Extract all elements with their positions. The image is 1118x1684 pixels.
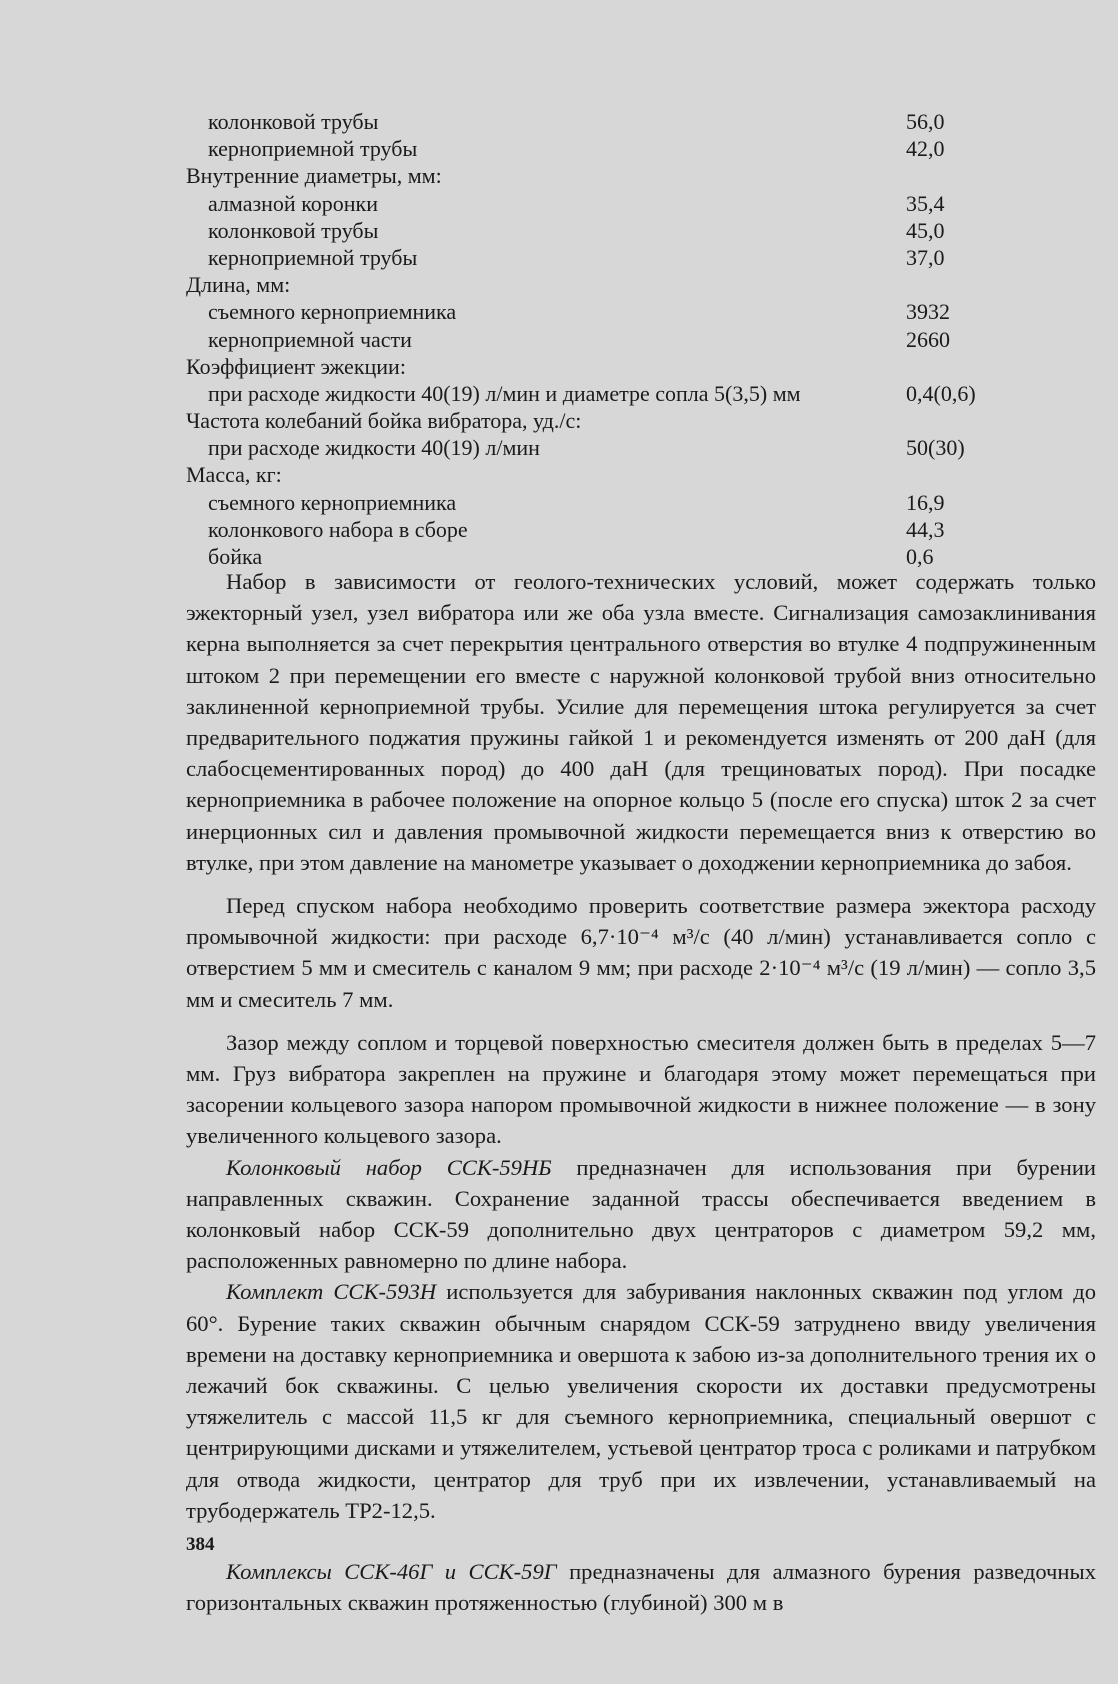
paragraph-1: Набор в зависимости от геолого-технических условий, может содержать только эжекторный узел, узел вибратора или же оба узла вместе. Сигнализация самозаклинивания керна выполняется за счет перекрытия центрального отверстия во втулке 4 подпружиненным штоком 2 при перемещении его вместе с наружной колонковой трубой вниз относительно заклиненной керноприемной трубы. Усилие для перемещения штока регулируется за счет предварительного поджатия пружины гайкой 1 и рекомендуется изменять от 200 даН (для слабосцементированных пород) до 400 даН (для трещиноватых пород). При посадке керноприемника в рабочее положение на опорное кольцо 5 (после его спуска) шток 2 за счет инерционных сил и давления промывочной жидкости перемещается вниз к отверстию во втулке, при этом давление на манометре указывает о доходжении керноприемника до забоя. <box>186 569 1096 875</box>
spec-label: колонкового набора в сборе <box>208 516 468 542</box>
paragraph-2: Перед спуском набора необходимо проверить соответствие размера эжектора расходу промывочной жидкости: при расходе 6,7·10⁻⁴ м³/с (40 л/мин) устанавливается сопло с отверстием 5 мм и смеситель с каналом 9 мм; при расходе 2·10⁻⁴ м³/с (19 л/мин) — сопло 3,5 мм и смеситель 7 мм. <box>186 893 1096 1012</box>
paragraph-5-title: Комплект ССК-593Н <box>226 1279 437 1305</box>
spec-label: Коэффициент эжекции: <box>186 353 406 379</box>
spec-label: при расходе жидкости 40(19) л/мин <box>208 435 540 461</box>
paragraph-5 <box>186 1276 1096 1526</box>
paragraph-6 <box>186 1556 1096 1618</box>
spec-label: керноприемной трубы <box>208 136 418 162</box>
spec-label: Масса, кг: <box>186 462 282 488</box>
spec-label: Внутренние диаметры, мм: <box>186 163 442 189</box>
spec-value: 0,4(0,6) <box>906 380 976 406</box>
spec-value: 50(30) <box>906 435 965 461</box>
spec-row <box>186 353 1066 380</box>
spec-value: 3932 <box>906 299 950 325</box>
spec-row <box>186 326 1066 353</box>
spec-value: 44,3 <box>906 516 945 542</box>
body-text <box>186 566 1096 1619</box>
spec-row <box>186 489 1066 516</box>
spec-row <box>186 407 1066 434</box>
spec-label: съемного керноприемника <box>208 489 457 515</box>
spec-label: при расходе жидкости 40(19) л/мин и диаметре сопла 5(3,5) мм <box>208 380 801 406</box>
spec-value: 35,4 <box>906 190 945 216</box>
paragraph-5-text: используется для забуривания наклонных скважин под углом до 60°. Бурение таких скважин обычным снарядом ССК-59 затруднено ввиду увеличения времени на доставку керноприемника и овершота к забою из-за дополнительного трения их о лежачий бок скважины. С целью увеличения скорости их доставки предусмотрены утяжелитель с массой 11,5 кг для съемного керноприемника, специальный овершот с центрирующими дисками и утяжелителем, устьевой центратор троса с роликами и патрубком для отвода жидкости, центратор для труб при их извлечении, устанавливаемый на трубодержатель ТР2-12,5. <box>186 1279 1096 1523</box>
spec-label: колонковой трубы <box>208 217 379 243</box>
spec-row <box>186 162 1066 189</box>
spec-value: 2660 <box>906 326 950 352</box>
spec-label: керноприемной части <box>208 326 412 352</box>
spec-label: керноприемной трубы <box>208 244 418 270</box>
spec-value: 37,0 <box>906 244 945 270</box>
spec-row <box>186 217 1066 244</box>
spec-row <box>186 461 1066 488</box>
spec-row <box>186 298 1066 325</box>
spec-row <box>186 516 1066 543</box>
spec-row <box>186 190 1066 217</box>
spec-value: 0,6 <box>906 544 934 569</box>
spec-row <box>186 380 1066 407</box>
spec-row <box>186 271 1066 298</box>
spec-value: 16,9 <box>906 489 945 515</box>
spec-value: 42,0 <box>906 136 945 162</box>
spec-label: колонковой трубы <box>208 109 379 134</box>
spec-value: 45,0 <box>906 217 945 243</box>
specification-table <box>186 108 1066 570</box>
spec-row <box>186 135 1066 162</box>
spec-label: бойка <box>208 544 263 569</box>
paragraph-3: Зазор между соплом и торцевой поверхностью смесителя должен быть в пределах 5—7 мм. Груз вибратора закреплен на пружине и благодаря этому может перемещаться при засорении кольцевого зазора напором промывочной жидкости в нижнее положение — в зону увеличенного кольцевого зазора. <box>186 1029 1096 1149</box>
spec-row <box>186 108 1066 135</box>
paragraph-6-text: предназначены для алмазного бурения разведочных горизонтальных скважин протяженностью (глубиной) 300 м в <box>186 1559 1096 1616</box>
spec-label: Длина, мм: <box>186 272 291 298</box>
spec-row <box>186 244 1066 271</box>
paragraph-6-title: Комплексы ССК-46Г и ССК-59Г <box>226 1559 557 1585</box>
spec-label: алмазной коронки <box>208 190 379 216</box>
spec-label: Частота колебаний бойка вибратора, уд./с: <box>186 408 582 434</box>
spec-row <box>186 434 1066 461</box>
spec-label: съемного керноприемника <box>208 299 457 325</box>
paragraph-4-title: Колонковый набор ССК-59НБ <box>226 1154 552 1180</box>
paragraph-4 <box>186 1152 1096 1277</box>
paragraph-4-text: предназначен для использования при бурении направленных скважин. Сохранение заданной трассы обеспечивается введением в колонковый набор ССК-59 дополнительно двух центраторов с диаметром 59,2 мм, расположенных равномерно по длине набора. <box>186 1154 1096 1274</box>
page-number: 384 <box>186 1534 215 1555</box>
spec-value: 56,0 <box>906 109 945 134</box>
